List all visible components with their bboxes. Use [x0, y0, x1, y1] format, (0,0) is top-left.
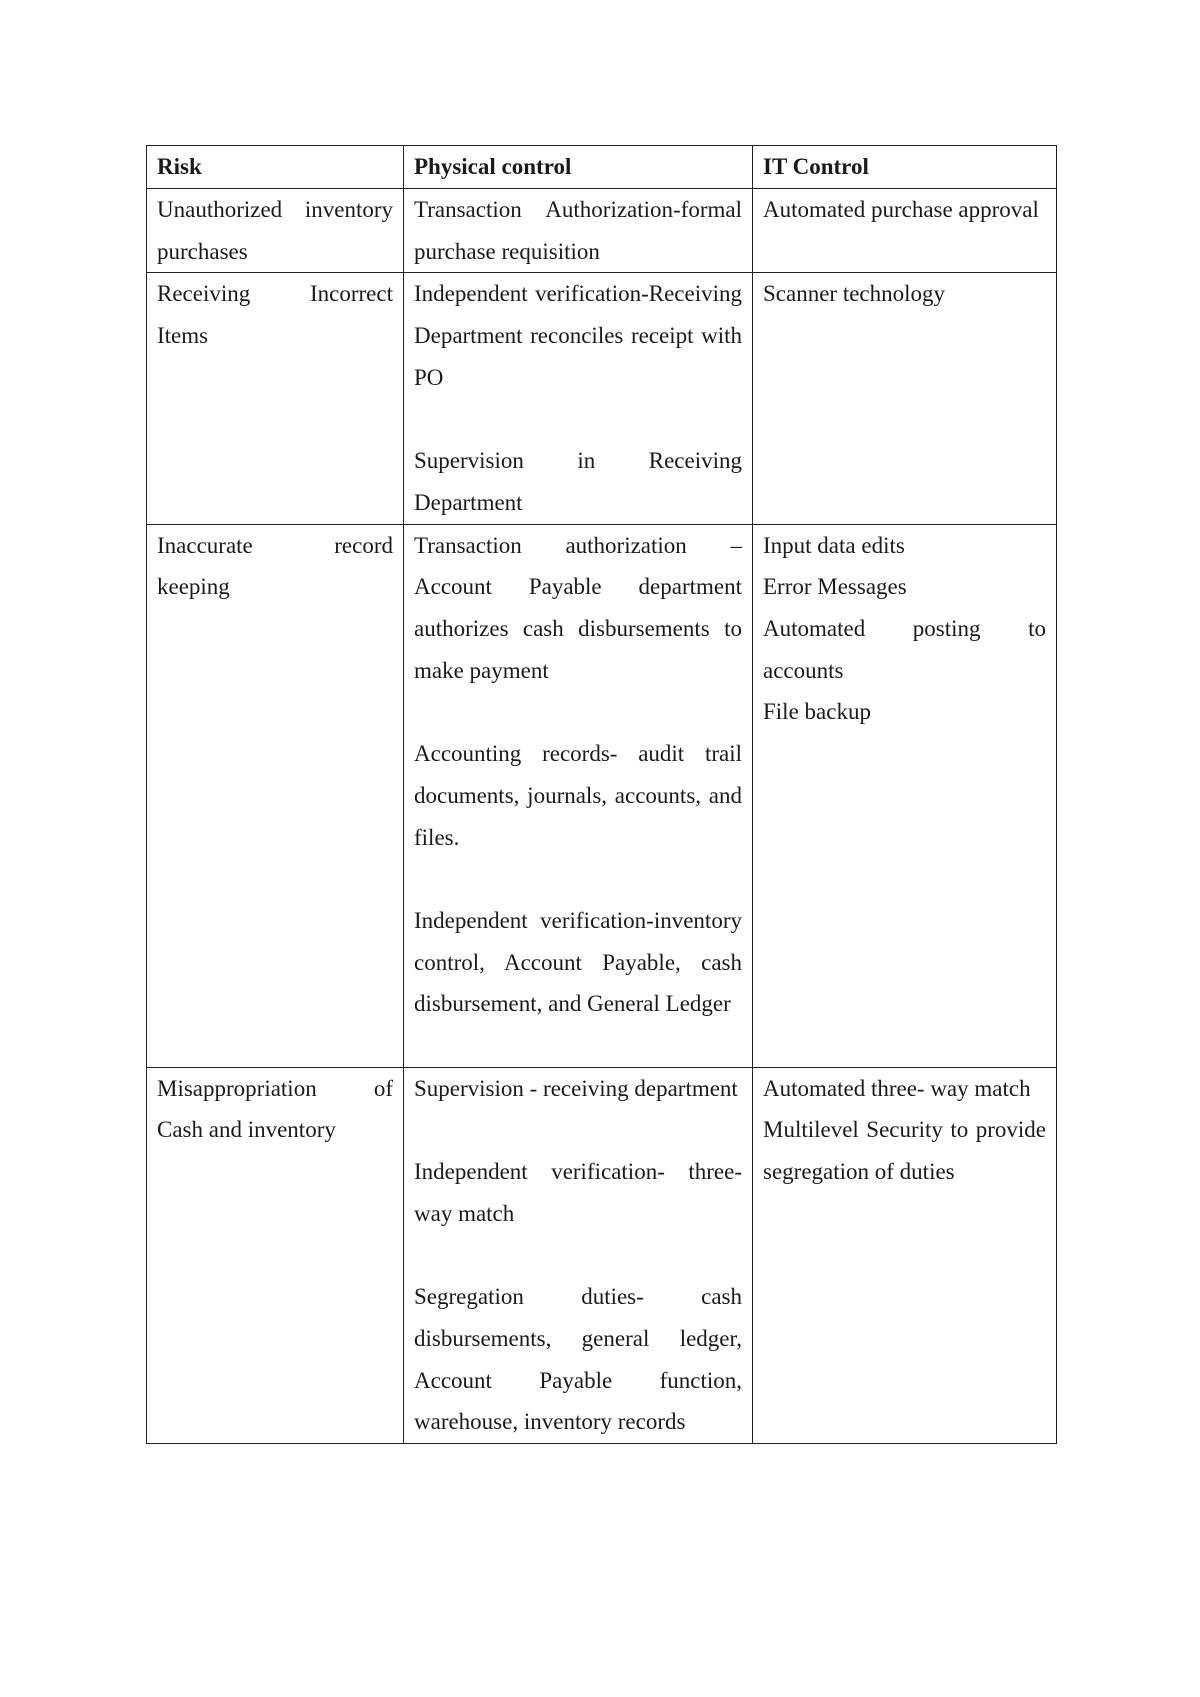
risk-text: Unauthorized inventory purchases: [157, 197, 393, 264]
physical-control-text: Transaction authorization – Account Payable department authorizes cash disbursements to make payment: [414, 532, 742, 683]
physical-control-cell: [404, 524, 753, 1067]
table-row: [147, 524, 1057, 1067]
it-control-text: Multilevel Security to provide segregation of duties: [763, 1117, 1046, 1185]
physical-control-cell: [404, 1067, 753, 1443]
risk-controls-table: [146, 145, 1057, 1444]
table-row: [147, 189, 1057, 273]
physical-control-text: Independent verification-inventory control, Account Payable, cash disbursement, and General Ledger: [414, 907, 742, 1017]
risk-cell: [147, 524, 404, 1067]
risk-text: Inaccurate record keeping: [157, 532, 393, 600]
physical-control-text: Supervision - receiving department: [414, 1075, 738, 1101]
it-control-text: Scanner technology: [763, 281, 946, 307]
header-it-control: IT Control: [753, 146, 1057, 189]
it-control-text: Error Messages: [763, 574, 907, 600]
physical-control-text: Supervision in Receiving Department: [414, 448, 742, 515]
it-control-text: Automated purchase approval: [763, 197, 1039, 222]
risk-cell: [147, 1067, 404, 1443]
physical-control-text: Accounting records- audit trail documents, journals, accounts, and files.: [414, 741, 742, 850]
risk-text: Receiving Incorrect Items: [157, 281, 393, 349]
header-physical-control: Physical control: [404, 146, 753, 189]
it-control-text: Automated three- way match: [763, 1075, 1031, 1101]
table-row: [147, 273, 1057, 524]
physical-control-text: Independent verification-Receiving Department reconciles receipt with PO: [414, 281, 742, 390]
risk-text: Misappropriation of Cash and inventory: [157, 1075, 393, 1143]
it-control-cell: [753, 273, 1057, 524]
physical-control-text: Transaction Authorization-formal purchase requisition: [414, 197, 742, 264]
it-control-cell: [753, 524, 1057, 1067]
physical-control-cell: [404, 189, 753, 273]
table-header-row: [147, 146, 1057, 189]
it-control-cell: [753, 1067, 1057, 1443]
header-risk: Risk: [147, 146, 404, 189]
physical-control-text: Independent verification- three-way match: [414, 1159, 742, 1226]
risk-cell: [147, 189, 404, 273]
it-control-cell: [753, 189, 1057, 273]
physical-control-text: Segregation duties- cash disbursements, general ledger, Account Payable function, warehouse, inventory records: [414, 1284, 742, 1435]
it-control-text: Automated posting to accounts: [763, 616, 1046, 683]
table-row: [147, 1067, 1057, 1443]
it-control-text: Input data edits: [763, 532, 905, 558]
physical-control-cell: [404, 273, 753, 524]
it-control-text: File backup: [763, 699, 871, 725]
risk-cell: [147, 273, 404, 524]
